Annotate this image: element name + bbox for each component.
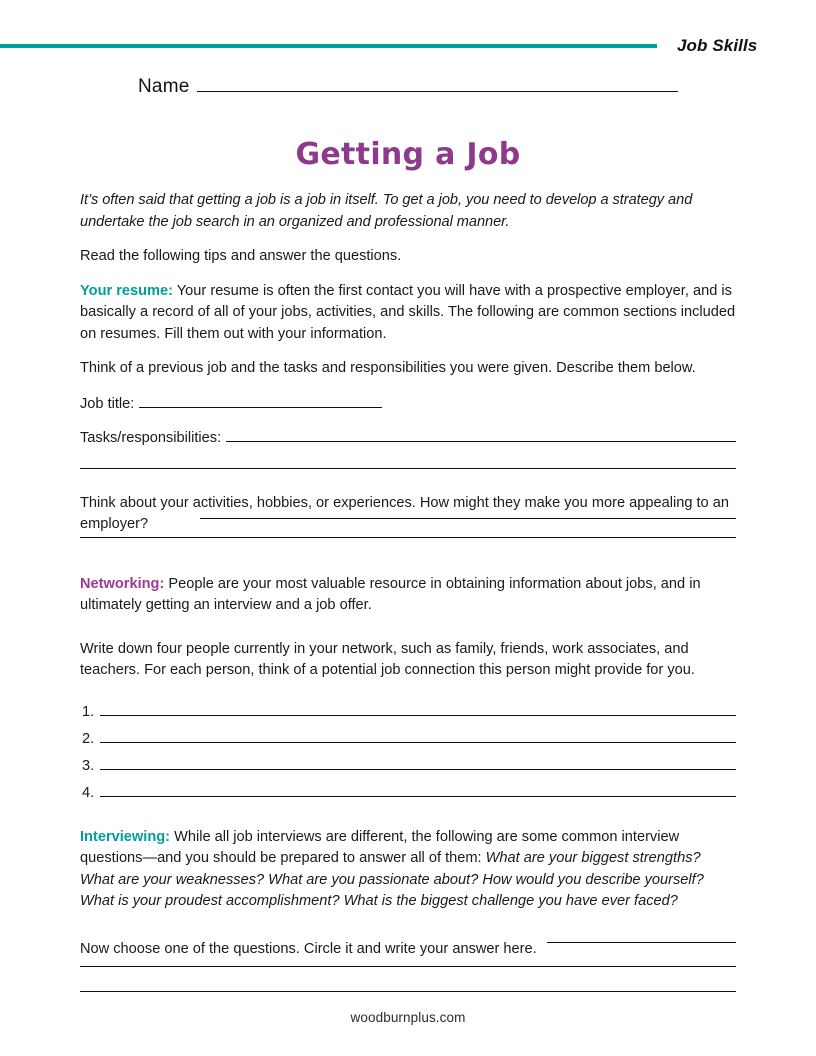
list-item [80,701,736,724]
worksheet-body [80,190,736,992]
list-item [80,755,736,778]
network-person-input-1[interactable] [100,701,736,716]
intro-instruction: Read the following tips and answer the questions. [80,248,402,264]
spacer [80,630,736,639]
job-title-field-row [80,393,736,416]
spacer [80,450,736,467]
section-networking-lead: Networking: [80,575,165,592]
network-person-input-4[interactable] [100,782,736,797]
name-field-label: Name [138,76,190,97]
section-interviewing-body: While all job interviews are different, the following are some common interview questions—and you should be prepared to answer all of them: [80,828,680,866]
section-networking-prompt: Write down four people currently in your network, such as family, friends, work associates, and teachers. For each person, think of a potential job connection this person might provide for you. [80,640,695,678]
section-resume-body: Your resume is often the first contact you will have with a prospective employer, and is basically a record of all of your jobs, activities, and skills. The following are common sections included on resumes. Fill them out with your information. [80,282,736,342]
network-person-input-3[interactable] [100,755,736,770]
spacer [80,538,736,562]
spacer [80,519,736,536]
list-item-marker-2: 2. [82,730,95,747]
job-title-input-blank[interactable] [139,393,382,408]
spacer [80,967,736,990]
header-category-label: Job Skills [677,36,758,55]
tasks-label: Tasks/responsibilities: [80,430,222,446]
header-accent-rule [0,44,657,48]
name-field-row [138,76,678,98]
page-title: Getting a Job [295,137,521,172]
section-networking-body: People are your most valuable resource in obtaining information about jobs, and in ultimately getting an interview and a job offer. [80,575,701,613]
list-item-marker-1: 1. [82,703,95,720]
spacer [80,469,736,493]
activities-answer-blank-line1[interactable] [200,517,736,519]
section-resume-lead: Your resume: [80,282,173,299]
section-resume-paragraph [80,281,736,346]
final-prompt-text: Now choose one of the questions. Circle it and write your answer here. [80,940,537,957]
spacer [80,913,736,939]
section-interviewing-questions: What are your biggest strengths? What are your weaknesses? What are you passionate about? How would you describe yourself? What is your proudest accomplishment? What is the biggest challenge you have ever faced? [80,850,704,909]
final-answer-blank-line3[interactable] [80,990,736,992]
tasks-field-row [80,427,736,450]
network-people-list [80,701,736,805]
page-header [0,34,816,58]
job-title-label: Job title: [80,395,135,412]
name-input-blank[interactable] [197,76,678,92]
spacer [80,809,736,827]
list-item [80,728,736,751]
tasks-input-blank-line1[interactable] [226,427,736,442]
final-answer-blank-line1[interactable] [547,941,736,943]
list-item [80,782,736,805]
footer-site-url: woodburnplus.com [350,1010,466,1025]
spacer [80,562,736,574]
section-resume-question-text: Think about your activities, hobbies, or experiences. How might they make you more appealing to an employer? [80,494,729,532]
list-item-marker-3: 3. [82,757,95,774]
list-item-marker-4: 4. [82,784,95,801]
section-resume-prompt: Think of a previous job and the tasks and responsibilities you were given. Describe them below. [80,360,696,376]
section-interviewing-paragraph [80,827,736,913]
intro-italic-paragraph: It’s often said that getting a job is a job in itself. To get a job, you need to develop a strategy and undertake the job search in an organized and professional manner. [80,192,693,230]
network-person-input-2[interactable] [100,728,736,743]
section-interviewing-lead: Interviewing: [80,828,171,845]
section-networking-paragraph [80,574,736,617]
